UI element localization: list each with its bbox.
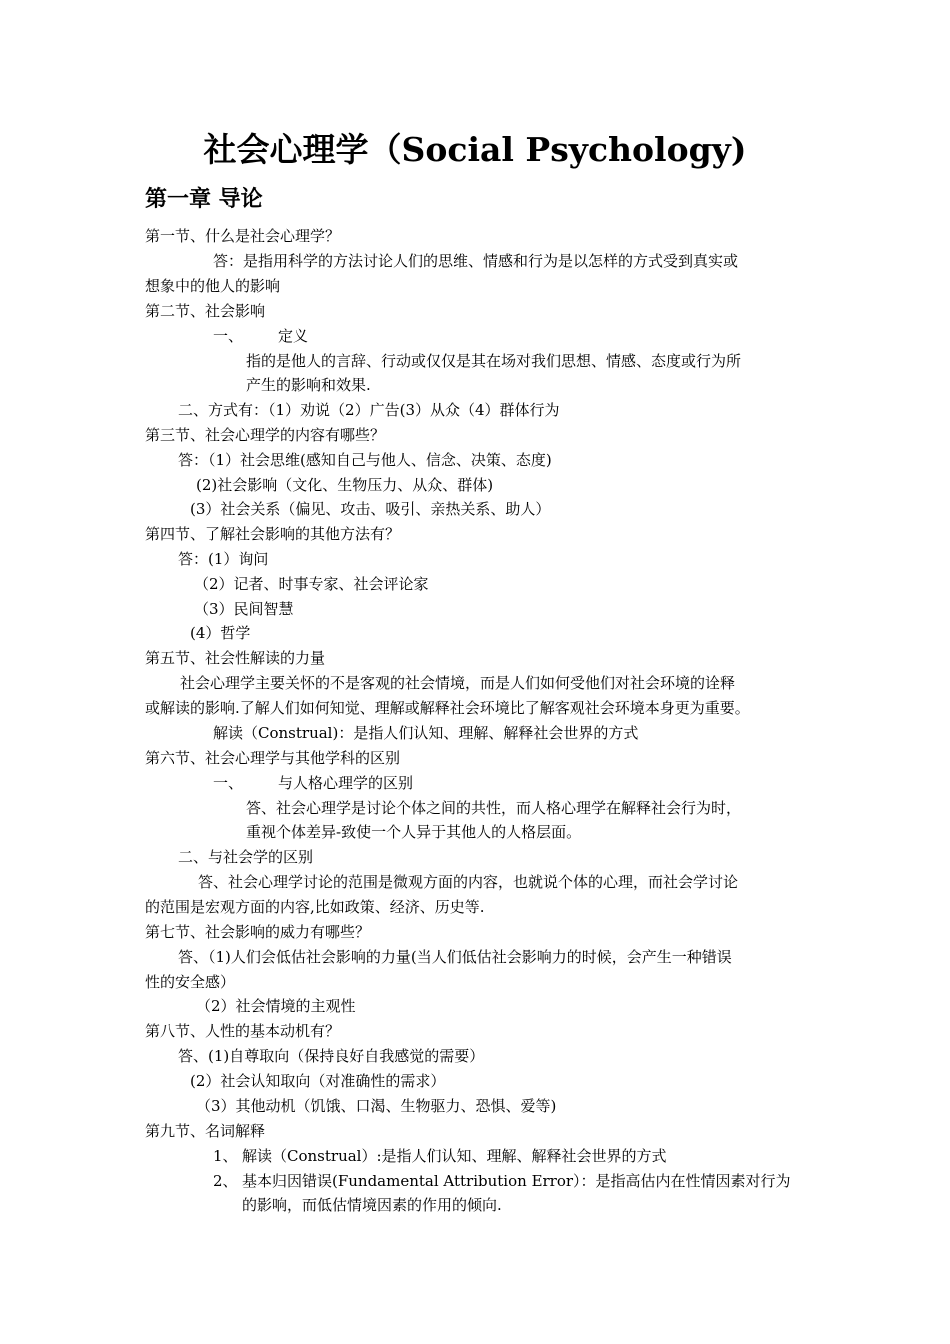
section-5-heading: 第五节、社会性解读的力量 <box>145 649 326 667</box>
section-2-item-1-text-line-2: 产生的影响和效果. <box>246 376 371 394</box>
section-4-answer-2: （2）记者、时事专家、社会评论家 <box>194 575 429 593</box>
section-8-answer-3: （3）其他动机（饥饿、口渴、生物驱力、恐惧、爱等) <box>196 1097 557 1115</box>
section-8-answer-2: (2）社会认知取向（对准确性的需求） <box>190 1072 446 1090</box>
section-1-answer-line-1: 答：是指用科学的方法讨论人们的思维、情感和行为是以怎样的方式受到真实或 <box>213 252 739 270</box>
section-3-answer-3: (3）社会关系（偏见、攻击、吸引、亲热关系、助人） <box>190 500 551 518</box>
section-3-heading: 第三节、社会心理学的内容有哪些？ <box>145 426 386 444</box>
section-9-term-2-number: 2、 <box>213 1172 238 1190</box>
section-7-answer-1-line-1-text: 答、（1)人们会低估社会影响的力量(当人们低估社会影响力的时候，会产生一种错误 <box>178 948 732 966</box>
section-2-item-1-text-line-1: 指的是他人的言辞、行动或仅仅是其在场对我们思想、情感、态度或行为所 <box>246 352 742 370</box>
section-6-item-2-text-line-2: 的范围是宏观方面的内容,比如政策、经济、历史等. <box>145 898 485 916</box>
section-5-paragraph-line-1 <box>180 671 806 695</box>
section-4-answer-1: 答：(1）询问 <box>178 550 269 568</box>
section-6-item-1-text-line-2: 重视个体差异-致使一个人异于其他人的人格层面。 <box>246 823 582 841</box>
section-4-answer-3: （3）民间智慧 <box>194 600 294 618</box>
section-9-term-2-text-line-1: 基本归因错误(Fundamental Attribution Error）：是指高估内在性情因素对行为 <box>242 1172 791 1190</box>
section-7-answer-2: （2）社会情境的主观性 <box>196 997 356 1015</box>
section-6-item-2: 二、与社会学的区别 <box>178 848 314 866</box>
chapter-heading: 第一章 导论 <box>145 186 263 212</box>
section-8-answer-1: 答、(1)自尊取向（保持良好自我感觉的需要） <box>178 1047 485 1065</box>
section-7-answer-1-line-1 <box>178 945 806 969</box>
section-2-item-1-label: 定义 <box>278 327 309 345</box>
section-6-item-1-label: 与人格心理学的区别 <box>278 774 414 792</box>
section-2-heading: 第二节、社会影响 <box>145 302 266 320</box>
section-4-heading: 第四节、了解社会影响的其他方法有？ <box>145 525 401 543</box>
section-5-paragraph-line-2: 或解读的影响.了解人们如何知觉、理解或解释社会环境比了解客观社会环境本身更为重要。 <box>145 699 750 717</box>
section-9-term-1-text: 解读（Construal）:是指人们认知、理解、解释社会世界的方式 <box>242 1147 667 1165</box>
section-9-term-2-text-line-2: 的影响，而低估情境因素的作用的倾向. <box>242 1196 502 1214</box>
section-6-item-2-text-line-1 <box>198 870 806 894</box>
section-2-item-1-number: 一、 <box>213 327 244 345</box>
section-9-heading: 第九节、名词解释 <box>145 1122 266 1140</box>
section-3-answer-1: 答：（1）社会思维(感知自己与他人、信念、决策、态度) <box>178 451 552 469</box>
document-title: 社会心理学（Social Psychology) <box>203 130 747 169</box>
section-6-heading: 第六节、社会心理学与其他学科的区别 <box>145 749 401 767</box>
section-9-term-1-number: 1、 <box>213 1147 238 1165</box>
section-6-item-1-text-line-1: 答、社会心理学是讨论个体之间的共性，而人格心理学在解释社会行为时， <box>246 799 742 817</box>
section-8-heading: 第八节、人性的基本动机有？ <box>145 1022 341 1040</box>
section-1-answer-line-2: 想象中的他人的影响 <box>145 277 281 295</box>
section-1-heading: 第一节、什么是社会心理学？ <box>145 227 341 245</box>
section-2-item-2: 二、方式有：（1）劝说（2）广告(3）从众（4）群体行为 <box>178 401 560 419</box>
section-7-answer-1-line-2: 性的安全感） <box>145 973 236 991</box>
section-6-item-1-number: 一、 <box>213 774 244 792</box>
section-4-answer-4: (4）哲学 <box>190 624 251 642</box>
section-3-answer-2: (2)社会影响（文化、生物压力、从众、群体) <box>196 476 494 494</box>
section-6-item-2-text-line-1-text: 答、社会心理学讨论的范围是微观方面的内容，也就说个体的心理，而社会学讨论 <box>198 873 739 891</box>
section-5-paragraph-line-1-text: 社会心理学主要关怀的不是客观的社会情境，而是人们如何受他们对社会环境的诠释 <box>180 674 736 692</box>
section-5-construal-definition: 解读（Construal)：是指人们认知、理解、解释社会世界的方式 <box>213 724 639 742</box>
section-7-heading: 第七节、社会影响的威力有哪些？ <box>145 923 371 941</box>
